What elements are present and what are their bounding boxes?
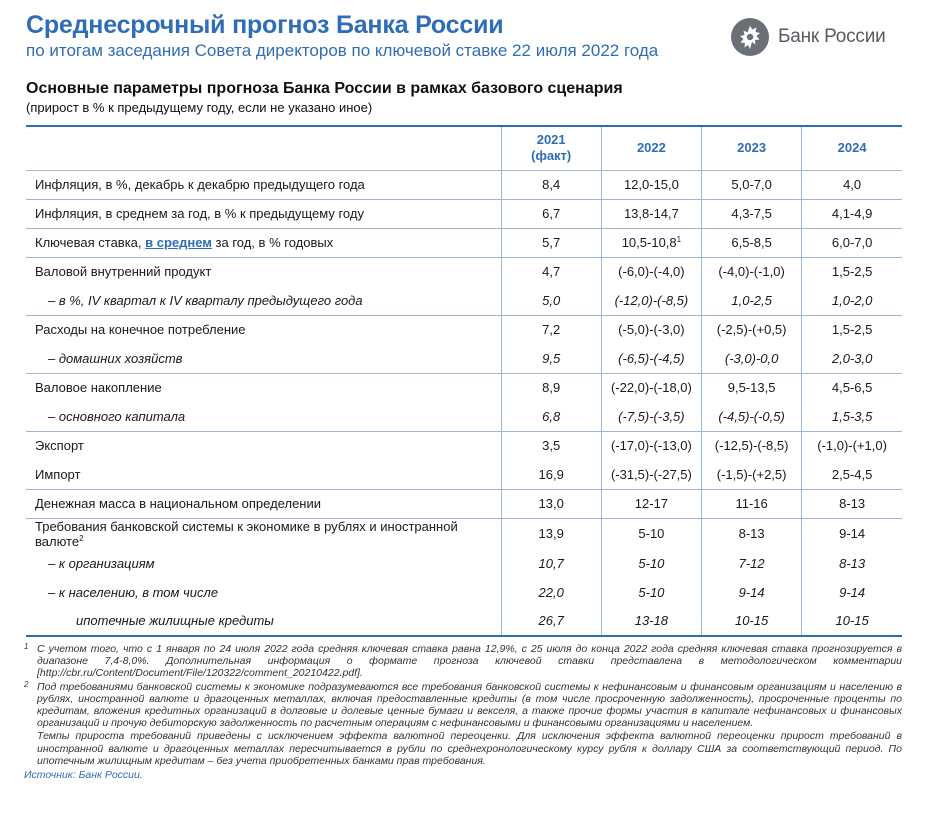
table-row bbox=[26, 344, 902, 373]
cell-2024: 10-15 bbox=[802, 607, 902, 636]
footnote-1 bbox=[24, 643, 902, 680]
cell-2023: 4,3-7,5 bbox=[702, 199, 802, 228]
table-row bbox=[26, 489, 902, 518]
header bbox=[26, 10, 706, 62]
row-label: – домашних хозяйств bbox=[48, 350, 183, 366]
source-note: Источник: Банк России. bbox=[24, 769, 143, 782]
cell-2024: 4,5-6,5 bbox=[802, 373, 902, 402]
table-row bbox=[26, 518, 902, 549]
table-row bbox=[26, 578, 902, 607]
table-subtitle: (прирост в % к предыдущему году, если не указано иное) bbox=[26, 100, 373, 115]
cell-2021: 9,5 bbox=[501, 344, 601, 373]
cell-2023: (-12,5)-(-8,5) bbox=[702, 431, 802, 460]
cell-2022: 5-10 bbox=[601, 578, 701, 607]
cell-2024: 1,5-2,5 bbox=[802, 257, 902, 286]
table-row bbox=[26, 549, 902, 578]
cell-2021: 13,9 bbox=[501, 518, 601, 549]
cell-2022: (-22,0)-(-18,0) bbox=[601, 373, 701, 402]
footnote-ref: 1 bbox=[676, 235, 682, 244]
row-label: ипотечные жилищные кредиты bbox=[26, 607, 501, 636]
footnote-text: С учетом того, что с 1 января по 24 июля 2022 года средняя ключевая ставка равна 12,9%, с 25 июля до конца 2022 года средняя ключевая ставка прогнозируется в диапазоне 7,4-8,0%. Дополнительная информация о формате прогноза ключевой ставки представлена в методологическом комментарии [http://cbr.ru/Content/Document/File/120322/comment_20210422.pdf]. bbox=[37, 643, 902, 680]
cell-2021: 6,7 bbox=[501, 199, 601, 228]
row-label: – к организациям bbox=[48, 555, 155, 571]
cell-2023: (-3,0)-0,0 bbox=[702, 344, 802, 373]
cell-2022: 13-18 bbox=[601, 607, 701, 636]
page-title: Среднесрочный прогноз Банка России bbox=[26, 11, 504, 39]
cell-2023: 9-14 bbox=[702, 578, 802, 607]
cell-2022: 5-10 bbox=[601, 518, 701, 549]
footnote-text: Темпы прироста требований приведены с исключением эффекта валютной переоценки. Для исключения эффекта валютной переоценки прирост требований в иностранной валюте и драгоценных металлах пересчитывается в рубли по среднехронологическому курсу рубля к доллару США за соответствующий период. По ипотечным жилищным кредитам – без учета приобретенных банками прав требования. bbox=[37, 730, 902, 767]
row-label-post: за год, в % годовых bbox=[211, 235, 334, 250]
row-label: Валовой внутренний продукт bbox=[26, 257, 501, 286]
table-row bbox=[26, 431, 902, 460]
cell-2024: 2,0-3,0 bbox=[802, 344, 902, 373]
average-link[interactable]: в среднем bbox=[145, 235, 212, 250]
forecast-table bbox=[26, 125, 902, 637]
cell-2023: (-2,5)-(+0,5) bbox=[702, 315, 802, 344]
cell-2023: (-4,0)-(-1,0) bbox=[702, 257, 802, 286]
cell-2021: 16,9 bbox=[501, 460, 601, 489]
footnote-mark: 2 bbox=[24, 679, 29, 689]
header-2024: 2024 bbox=[802, 126, 902, 170]
table-row bbox=[26, 286, 902, 315]
cell-2021: 22,0 bbox=[501, 578, 601, 607]
table-row bbox=[26, 170, 902, 199]
cell-2024: (-1,0)-(+1,0) bbox=[802, 431, 902, 460]
cell-2022: (-17,0)-(-13,0) bbox=[601, 431, 701, 460]
row-label-pre: Ключевая ставка, bbox=[35, 235, 146, 250]
cell-2023: 5,0-7,0 bbox=[702, 170, 802, 199]
cell-2021: 6,8 bbox=[501, 402, 601, 431]
header-2021 bbox=[501, 126, 601, 170]
cell-2024: 8-13 bbox=[802, 489, 902, 518]
footnote-2 bbox=[24, 681, 902, 730]
table-row bbox=[26, 257, 902, 286]
footnote-text: Под требованиями банковской системы к экономике подразумеваются все требования банковской системы к нефинансовым и финансовым организациям и населению в рублях, иностранной валюте и драгоценных металлах, включая предоставленные кредиты (в том числе просроченную задолженность), просроченные проценты по кредитам, вложения кредитных организаций в долговые и долевые ценные бумаги и векселя, а также прочие формы участия в капитале нефинансовых и финансовых организаций и прочую дебиторскую задолженность по расчетным операциям с нефинансовыми и финансовыми организациями и населением. bbox=[37, 680, 902, 730]
cell-2022: (-5,0)-(-3,0) bbox=[601, 315, 701, 344]
table-row bbox=[26, 199, 902, 228]
footnote-mark: 1 bbox=[24, 642, 29, 651]
cell-2021: 5,7 bbox=[501, 228, 601, 257]
cell-2022: 12,0-15,0 bbox=[601, 170, 701, 199]
cell-2024: 1,5-3,5 bbox=[802, 402, 902, 431]
table-row bbox=[26, 607, 902, 636]
row-label: – основного капитала bbox=[48, 408, 186, 424]
header-2022: 2022 bbox=[601, 126, 701, 170]
table-row bbox=[26, 373, 902, 402]
cell-2022: (-31,5)-(-27,5) bbox=[601, 460, 701, 489]
cell-2023: 9,5-13,5 bbox=[702, 373, 802, 402]
logo-text: Банк России bbox=[778, 26, 886, 47]
cell-2024: 4,0 bbox=[802, 170, 902, 199]
header-2021-year: 2021 bbox=[536, 132, 566, 148]
cell-2021: 10,7 bbox=[501, 549, 601, 578]
table-row bbox=[26, 460, 902, 489]
cell-2023: 7-12 bbox=[702, 549, 802, 578]
cell-2021: 8,9 bbox=[501, 373, 601, 402]
row-label: – к населению, в том числе bbox=[48, 584, 219, 600]
cell-2024: 6,0-7,0 bbox=[802, 228, 902, 257]
row-label-text: Требования банковской системы к экономике в рублях и иностранной валюте bbox=[35, 518, 458, 549]
cell-2022: 12-17 bbox=[601, 489, 701, 518]
cell-2023: 8-13 bbox=[702, 518, 802, 549]
cell-2023: 10-15 bbox=[702, 607, 802, 636]
cell-2023: 1,0-2,5 bbox=[702, 286, 802, 315]
cell-2022 bbox=[601, 228, 701, 257]
cell-2022: 13,8-14,7 bbox=[601, 199, 701, 228]
cell-2024: 2,5-4,5 bbox=[802, 460, 902, 489]
cell-2022: (-7,5)-(-3,5) bbox=[601, 402, 701, 431]
cell-2024: 8-13 bbox=[802, 549, 902, 578]
table-row bbox=[26, 315, 902, 344]
cell-2024: 1,5-2,5 bbox=[802, 315, 902, 344]
row-label bbox=[26, 228, 501, 257]
cell-2024: 9-14 bbox=[802, 578, 902, 607]
cell-2021: 13,0 bbox=[501, 489, 601, 518]
cell-2024: 4,1-4,9 bbox=[802, 199, 902, 228]
footnote-3 bbox=[24, 730, 902, 767]
footnote-ref: 2 bbox=[79, 533, 84, 543]
footnotes bbox=[24, 643, 902, 781]
cell-2021: 5,0 bbox=[501, 286, 601, 315]
cell-2023: 11-16 bbox=[702, 489, 802, 518]
cell-2022: (-12,0)-(-8,5) bbox=[601, 286, 701, 315]
header-label-cell bbox=[26, 126, 501, 170]
header-2021-note: (факт) bbox=[531, 148, 572, 164]
cell-2021: 7,2 bbox=[501, 315, 601, 344]
row-label: Импорт bbox=[35, 466, 81, 482]
cell-2022: (-6,5)-(-4,5) bbox=[601, 344, 701, 373]
cell-2023: 6,5-8,5 bbox=[702, 228, 802, 257]
eagle-emblem-icon bbox=[730, 17, 770, 57]
row-label: Экспорт bbox=[26, 431, 501, 460]
page-subtitle: по итогам заседания Совета директоров по ключевой ставке 22 июля 2022 года bbox=[26, 41, 659, 60]
header-2023: 2023 bbox=[702, 126, 802, 170]
cell-2022-value: 10,5-10,8 bbox=[621, 235, 677, 250]
cell-2021: 26,7 bbox=[501, 607, 601, 636]
row-label: Валовое накопление bbox=[26, 373, 501, 402]
row-label: Денежная масса в национальном определении bbox=[26, 489, 501, 518]
row-label: – в %, IV квартал к IV кварталу предыдущего года bbox=[48, 292, 363, 308]
cell-2023: (-1,5)-(+2,5) bbox=[702, 460, 802, 489]
cell-2022: 5-10 bbox=[601, 549, 701, 578]
bank-logo bbox=[730, 14, 910, 60]
row-label bbox=[26, 518, 501, 549]
table-row bbox=[26, 402, 902, 431]
cell-2022: (-6,0)-(-4,0) bbox=[601, 257, 701, 286]
row-label: Инфляция, в среднем за год, в % к предыдущему году bbox=[26, 199, 501, 228]
cell-2023: (-4,5)-(-0,5) bbox=[702, 402, 802, 431]
cell-2021: 3,5 bbox=[501, 431, 601, 460]
table-header-row bbox=[26, 126, 902, 170]
table-row bbox=[26, 228, 902, 257]
cell-2021: 8,4 bbox=[501, 170, 601, 199]
cell-2024: 1,0-2,0 bbox=[802, 286, 902, 315]
cell-2021: 4,7 bbox=[501, 257, 601, 286]
table-title: Основные параметры прогноза Банка России в рамках базового сценария bbox=[26, 80, 623, 97]
row-label: Инфляция, в %, декабрь к декабрю предыдущего года bbox=[35, 177, 365, 192]
cell-2024: 9-14 bbox=[802, 518, 902, 549]
row-label: Расходы на конечное потребление bbox=[26, 315, 501, 344]
